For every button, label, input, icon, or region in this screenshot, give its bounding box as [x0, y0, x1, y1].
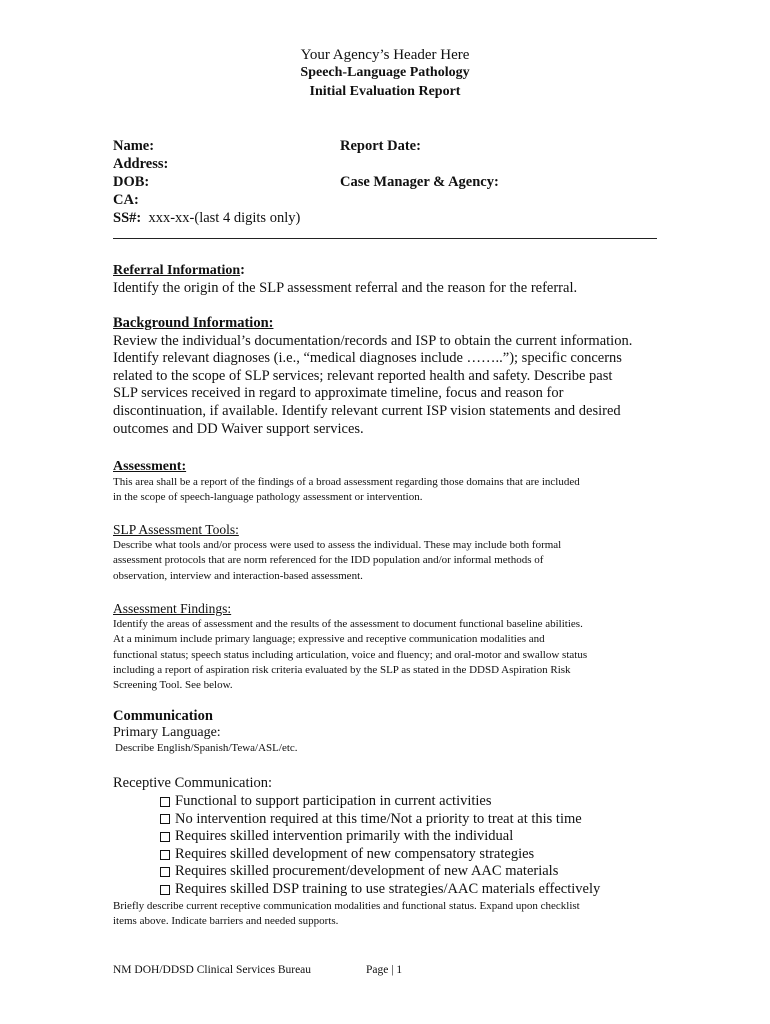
background-line: Review the individual’s documentation/records and ISP to obtain the current information.: [113, 332, 633, 349]
background-line: related to the scope of SLP services; relevant reported health and safety. Describe past: [113, 367, 613, 384]
findings-heading: Assessment Findings:: [113, 601, 232, 616]
assessment-section: [113, 458, 663, 506]
patient-fields: [113, 137, 300, 227]
findings-section: [113, 600, 663, 693]
findings-line: Screening Tool. See below.: [113, 679, 233, 692]
primary-language-hint: Describe English/Spanish/Tewa/ASL/etc.: [115, 742, 298, 754]
referral-heading: Referral Information: [113, 263, 241, 278]
footer-page: [366, 964, 402, 976]
report-title: Speech-Language Pathology: [300, 65, 470, 80]
receptive-checklist: [160, 793, 600, 899]
checklist-item[interactable]: Requires skilled development of new compensatory strategies: [160, 846, 600, 864]
receptive-note-line: items above. Indicate barriers and needed supports.: [113, 915, 339, 928]
ss-value: xxx-xx-(last 4 digits only): [148, 210, 301, 226]
tools-section: [113, 521, 663, 584]
background-section: [113, 315, 663, 438]
checklist-item[interactable]: Functional to support participation in current activities: [160, 793, 600, 811]
referral-text: Identify the origin of the SLP assessment referral and the reason for the referral.: [113, 279, 578, 296]
receptive-note: [113, 899, 663, 930]
dob-label: DOB:: [113, 174, 150, 190]
checkbox-icon[interactable]: [160, 797, 170, 807]
tools-heading: SLP Assessment Tools:: [113, 522, 239, 537]
findings-line: Identify the areas of assessment and the results of the assessment to document functional baseline abilities.: [113, 618, 583, 630]
tools-line: Describe what tools and/or process were used to assess the individual. These may include both formal: [113, 539, 562, 551]
referral-section: Referral Information: Identify the origin of the SLP assessment referral and the reason for the referral.: [113, 262, 663, 297]
checkbox-icon[interactable]: [160, 850, 170, 860]
agency-header: Your Agency’s Header Here: [300, 47, 470, 63]
footer-org: NM DOH/DDSD Clinical Services Bureau: [113, 964, 312, 976]
communication-heading: Communication: [113, 708, 213, 724]
checklist-item[interactable]: Requires skilled procurement/development of new AAC materials: [160, 863, 600, 881]
receptive-heading-block: [113, 775, 663, 792]
page-label: Page: [366, 964, 389, 976]
receptive-heading: Receptive Communication:: [113, 775, 273, 791]
report-fields: [340, 137, 499, 191]
case-manager-label: Case Manager & Agency:: [340, 174, 499, 190]
communication-section: [113, 707, 663, 756]
divider: [113, 238, 657, 239]
address-label: Address:: [113, 156, 169, 172]
ss-label: SS#:: [113, 210, 142, 226]
background-line: SLP services received in regard to approximate timeline, focus and reason for: [113, 385, 564, 402]
checklist-item[interactable]: Requires skilled intervention primarily with the individual: [160, 828, 600, 846]
assessment-line: This area shall be a report of the findings of a broad assessment regarding those domains that are included: [113, 476, 580, 488]
page-number: 1: [396, 964, 403, 976]
findings-line: functional status; speech status including articulation, voice and fluency; and oral-motor and swallow status: [113, 648, 588, 661]
report-subtitle: Initial Evaluation Report: [309, 84, 461, 99]
ca-label: CA:: [113, 192, 139, 208]
primary-language-label: Primary Language:: [113, 725, 221, 740]
assessment-line: in the scope of speech-language pathology assessment or intervention.: [113, 491, 423, 504]
findings-line: including a report of aspiration risk criteria evaluated by the SLP as stated in the DDSD Aspiration Risk: [113, 663, 571, 676]
tools-line: observation, interview and interaction-based assessment.: [113, 569, 363, 582]
tools-line: assessment protocols that are norm referenced for the IDD population and/or informal methods of: [113, 554, 544, 567]
checkbox-icon[interactable]: [160, 832, 170, 842]
checklist-item[interactable]: Requires skilled DSP training to use strategies/AAC materials effectively: [160, 881, 600, 899]
name-label: Name:: [113, 138, 155, 154]
report-date-label: Report Date:: [340, 138, 421, 154]
page-separator: |: [391, 964, 394, 976]
checkbox-icon[interactable]: [160, 885, 170, 895]
background-line: Identify relevant diagnoses (i.e., “medical diagnoses include ……..”); specific concerns: [113, 350, 622, 367]
checkbox-icon[interactable]: [160, 867, 170, 877]
background-heading: Background Information:: [113, 315, 274, 331]
background-line: discontinuation, if available. Identify relevant current ISP vision statements and desired: [113, 402, 621, 419]
background-line: outcomes and DD Waiver support services.: [113, 420, 364, 437]
checkbox-icon[interactable]: [160, 814, 170, 824]
findings-line: At a minimum include primary language; expressive and receptive communication modalities and: [113, 633, 545, 646]
receptive-note-line: Briefly describe current receptive communication modalities and functional status. Expand upon checklist: [113, 900, 580, 912]
assessment-heading: Assessment:: [113, 459, 187, 474]
checklist-item[interactable]: No intervention required at this time/Not a priority to treat at this time: [160, 811, 600, 829]
